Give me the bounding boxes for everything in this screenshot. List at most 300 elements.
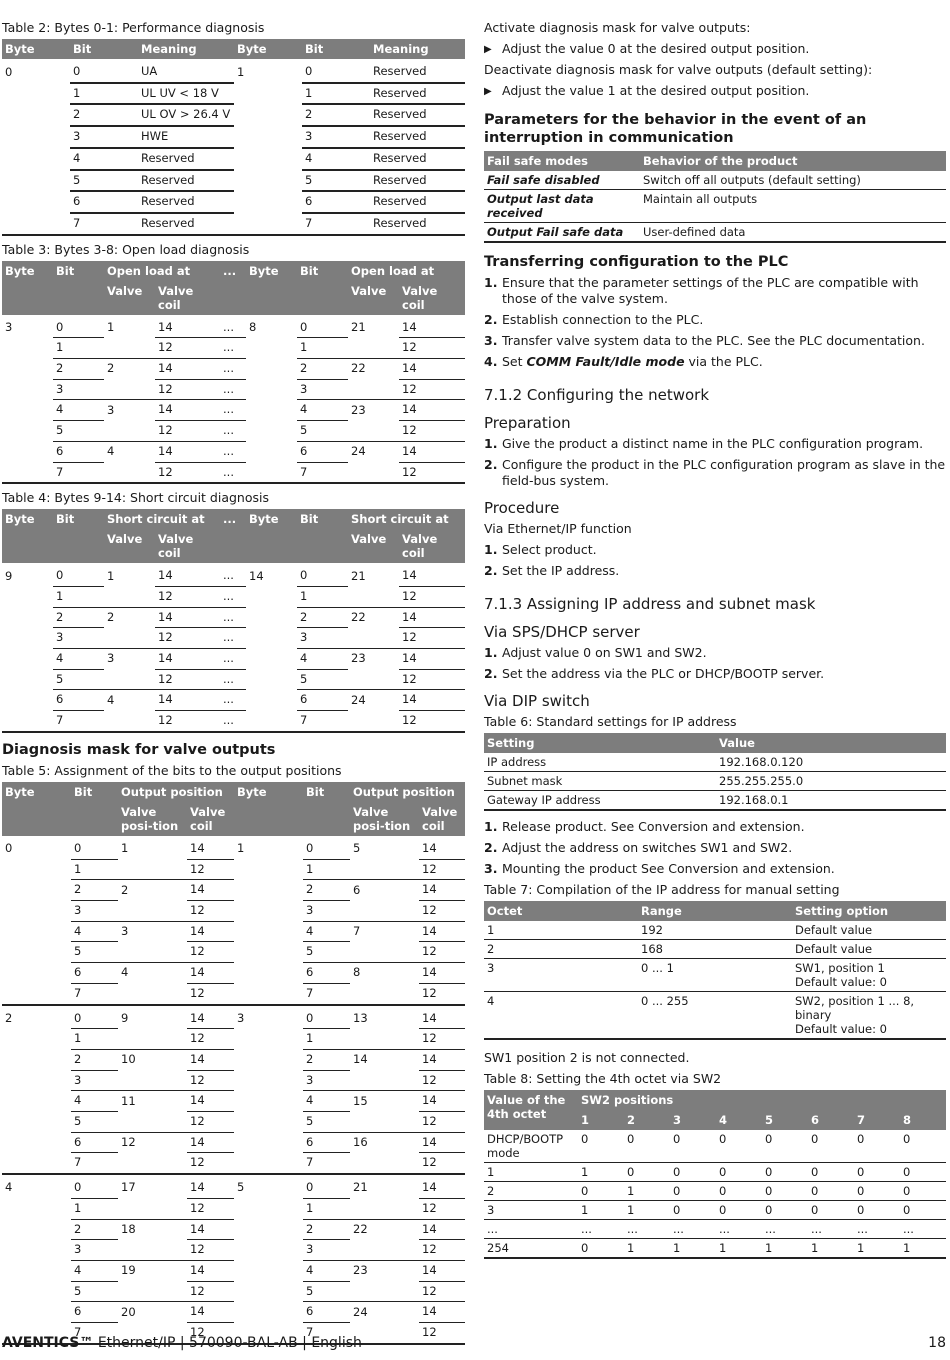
byte-cell [2,1219,71,1240]
left-column [2,20,465,1345]
header-byte: Byte [234,39,302,59]
bit-cell: 2 [71,1049,118,1070]
bit-cell: 3 [303,900,350,921]
byte-cell: 14 [249,568,264,583]
header-ellipsis: ... [220,261,246,281]
bit-cell: 3 [53,379,104,400]
byte-cell [2,1029,71,1050]
table-row [2,1132,465,1153]
table-row [484,753,946,772]
bit-cell: 2 [297,607,348,628]
table-row [2,148,465,170]
valve-coil-cell: 14 [155,690,220,711]
list-item [484,563,946,579]
header-bit: Bit [302,39,370,59]
byte-cell [246,711,297,732]
bit-cell: 6 [53,441,104,462]
meaning-cell: Reserved [370,126,465,148]
table-row [2,942,465,963]
table-row [2,1219,465,1240]
bit-cell: 0 [303,836,350,859]
header-bit: Bit [297,261,348,281]
table-header-row [2,261,465,281]
table-row [2,649,465,670]
list-item [484,436,946,452]
valve-cell [104,421,155,442]
byte-cell: 9 [5,568,13,583]
byte-cell: 0 [5,841,13,856]
step-text: Configure the product in the PLC configuration program as slave in the field-bus system. [502,457,946,488]
table-row [2,315,465,338]
byte-cell [234,126,302,148]
header-byte: Byte [2,261,53,281]
bit-cell: 5 [297,669,348,690]
meaning-cell: Reserved [370,170,465,192]
header-ellipsis: ... [220,509,246,529]
valve-coil-cell: 14 [399,441,465,462]
byte-cell [2,1302,71,1323]
table-2-caption: Table 2: Bytes 0-1: Performance diagnosis [2,20,265,35]
ellipsis-cell: ... [220,462,246,483]
valve-coil-cell: 14 [419,921,465,942]
bit-cell: 0 [53,563,104,586]
switch-cell: ... [762,1220,808,1239]
byte-cell [2,983,71,1004]
bit-cell: 2 [303,1049,350,1070]
valve-coil-cell: 14 [187,1132,234,1153]
header-open-load-at: Open load at [348,261,465,281]
bit-cell: 7 [303,1323,350,1344]
byte-cell [2,921,71,942]
valve-coil-cell: 12 [187,1240,234,1261]
header-meaning: Meaning [370,39,465,59]
valve-coil-cell: 12 [419,1240,465,1261]
switch-cell: 0 [716,1130,762,1163]
section-7-1-3-heading: 7.1.3 Assigning IP address and subnet mask [484,595,816,613]
valve-coil-cell: 14 [187,880,234,901]
octet-cell: 4 [484,992,638,1040]
valve-coil-cell: 14 [187,1260,234,1281]
valve-cell: 1 [107,568,115,583]
step-number: 2. [484,312,498,327]
valve-coil-cell: 12 [155,669,220,690]
table-7-caption: Table 7: Compilation of the IP address for manual setting [484,882,840,897]
byte-cell [2,1260,71,1281]
step-text: Transfer valve system data to the PLC. See the PLC documentation. [502,333,925,348]
bit-cell: 3 [297,628,348,649]
table-row [484,940,946,959]
valve-coil-cell: 12 [155,379,220,400]
valve-coil-cell: 14 [419,1302,465,1323]
valve-position-cell: 23 [353,1263,368,1278]
byte-cell [2,1153,71,1174]
table-row [2,1174,465,1198]
byte-cell [2,942,71,963]
bit-cell: 7 [297,711,348,732]
table-3-caption: Table 3: Bytes 3-8: Open load diagnosis [2,241,250,257]
table-row [2,607,465,628]
list-item [484,333,946,349]
valve-position-cell: 1 [121,841,129,856]
switch-cell: 1 [624,1239,670,1259]
byte-cell [2,338,53,359]
valve-coil-cell: 12 [419,1281,465,1302]
table-header-row [2,39,465,59]
bit-cell: 3 [297,379,348,400]
table-row [2,563,465,586]
bit-cell: 1 [302,83,370,105]
valve-position-cell: 17 [121,1180,136,1195]
table-row [484,1239,946,1259]
byte-cell [234,963,303,984]
octet-value-cell: 3 [484,1201,578,1220]
table-short-circuit-diagnosis [2,509,465,733]
valve-position-cell [118,1281,187,1302]
valve-coil-cell: 14 [419,1049,465,1070]
valve-coil-cell: 14 [399,563,465,586]
byte-cell [2,690,53,711]
valve-coil-cell: 14 [399,649,465,670]
step-number: 1. [484,275,498,290]
switch-cell: 0 [900,1201,946,1220]
header-output-position: Output position [118,782,234,802]
valve-position-cell: 22 [353,1221,368,1236]
range-cell: 168 [638,940,792,959]
table-header-row [484,901,946,921]
byte-cell [2,421,53,442]
setting-option-cell [792,940,946,959]
bit-cell: 1 [297,586,348,607]
header-position: 2 [624,1110,670,1130]
valve-position-cell [350,1240,419,1261]
bit-cell: 6 [303,1132,350,1153]
step-number: 1. [484,819,498,834]
table-row [2,586,465,607]
byte-cell [234,148,302,170]
switch-cell: 0 [854,1182,900,1201]
valve-position-cell [350,1029,419,1050]
switch-cell: 0 [762,1130,808,1163]
ellipsis-cell: ... [220,669,246,690]
byte-cell [246,400,297,421]
bit-cell: 4 [71,1091,118,1112]
valve-position-cell [350,1281,419,1302]
valve-position-cell: 5 [353,841,361,856]
byte-cell [2,462,53,483]
table-row [484,921,946,940]
header-position: 7 [854,1110,900,1130]
byte-cell [2,379,53,400]
setting-option-line: Default value [795,942,873,956]
ellipsis-cell: ... [220,690,246,711]
bit-cell: 4 [71,1260,118,1281]
valve-cell: 3 [107,651,115,666]
deactivate-mask-text: Deactivate diagnosis mask for valve outputs (default setting): [484,62,873,77]
byte-cell [2,170,70,192]
header-byte: Byte [2,39,70,59]
header-position: 5 [762,1110,808,1130]
setting-cell: IP address [484,753,716,772]
valve-coil-cell: 14 [419,1091,465,1112]
header-byte: Byte [2,782,71,802]
bit-cell: 4 [297,649,348,670]
step-text: Adjust value 0 on SW1 and SW2. [502,645,707,660]
valve-position-cell [118,983,187,1004]
valve-coil-cell: 12 [187,1112,234,1133]
byte-cell: 1 [237,841,245,856]
switch-cell: 0 [762,1163,808,1182]
switch-cell: 1 [900,1239,946,1259]
table-row [2,983,465,1004]
setting-option-line: SW1, position 1 [795,961,885,975]
valve-coil-cell: 12 [187,859,234,880]
valve-cell [348,711,399,732]
meaning-cell: UA [138,59,234,83]
step-number: 1. [484,645,498,660]
byte-cell [2,1198,71,1219]
byte-cell [234,1281,303,1302]
bit-cell: 7 [303,1153,350,1174]
byte-cell [234,170,302,192]
value-cell: 192.168.0.1 [716,791,946,811]
valve-cell: 24 [351,444,366,459]
subheader-valve-coil: Valve coil [155,281,220,315]
table-row [2,421,465,442]
bit-cell: 2 [70,104,138,126]
table-row [2,628,465,649]
valve-cell [104,669,155,690]
valve-cell [348,586,399,607]
bit-cell: 1 [71,1198,118,1219]
valve-position-cell: 2 [121,882,129,897]
switch-cell: 0 [900,1163,946,1182]
step-number: 2. [484,840,498,855]
value-cell: 255.255.255.0 [716,772,946,791]
table-row [484,959,946,992]
valve-cell: 1 [107,319,115,334]
meaning-cell: Reserved [138,170,234,192]
switch-cell: 0 [670,1201,716,1220]
table-row [484,171,946,190]
default-value-line: Default value: 0 [795,1022,887,1036]
list-item [484,275,946,307]
brand-logo: AVENTICS™ [2,1335,94,1351]
valve-coil-cell: 14 [399,690,465,711]
bit-cell: 1 [71,1029,118,1050]
byte-cell [246,586,297,607]
setting-cell: Subnet mask [484,772,716,791]
bit-cell: 7 [302,213,370,235]
bit-cell: 5 [71,1281,118,1302]
byte-cell [2,963,71,984]
valve-coil-cell: 14 [419,880,465,901]
valve-position-cell [118,1029,187,1050]
table-row [2,1049,465,1070]
byte-cell [234,900,303,921]
valve-position-cell: 3 [121,923,129,938]
valve-coil-cell: 12 [419,983,465,1004]
subheader-valve-coil: Valve coil [187,802,234,836]
byte-cell [246,359,297,380]
byte-cell [234,1132,303,1153]
valve-coil-cell: 12 [155,338,220,359]
bit-cell: 3 [53,628,104,649]
table-row [2,1198,465,1219]
bit-cell: 6 [303,1302,350,1323]
octet-cell: 3 [484,959,638,992]
ellipsis-cell: ... [220,400,246,421]
byte-cell [2,880,71,901]
valve-position-cell: 15 [353,1093,368,1108]
valve-cell: 4 [107,692,115,707]
valve-cell: 3 [107,402,115,417]
table-sw2-positions [484,1090,946,1259]
switch-cell: 0 [900,1130,946,1163]
header-short-circuit-at: Short circuit at [104,509,220,529]
byte-cell [234,1219,303,1240]
switch-cell: 1 [624,1182,670,1201]
header-bit: Bit [70,39,138,59]
valve-coil-cell: 14 [155,359,220,380]
step-text: Set the IP address. [502,563,620,578]
table-row [2,359,465,380]
step-number: 2. [484,457,498,472]
meaning-cell: UL OV > 26.4 V [138,104,234,126]
valve-cell [104,628,155,649]
byte-cell [2,1281,71,1302]
valve-position-cell: 6 [353,882,361,897]
switch-cell: ... [578,1220,624,1239]
valve-coil-cell: 12 [419,942,465,963]
bit-cell: 0 [297,563,348,586]
valve-coil-cell: 12 [187,1323,234,1344]
valve-coil-cell: 14 [419,963,465,984]
table-row [2,83,465,105]
switch-cell: ... [670,1220,716,1239]
bit-cell: 6 [297,690,348,711]
valve-coil-cell: 12 [419,1112,465,1133]
valve-coil-cell: 12 [187,1198,234,1219]
valve-coil-cell: 14 [419,836,465,859]
bit-cell: 7 [303,983,350,1004]
valve-cell [348,421,399,442]
valve-position-cell [118,1153,187,1174]
valve-cell: 4 [107,444,115,459]
byte-cell: 3 [237,1010,245,1025]
header-byte: Byte [246,261,297,281]
valve-cell [348,338,399,359]
valve-coil-cell: 12 [399,338,465,359]
octet-value-cell: ... [484,1220,578,1239]
byte-cell [2,400,53,421]
table-row [2,690,465,711]
table-row [2,191,465,213]
switch-cell: 0 [900,1182,946,1201]
subheader-valve-position: Valve posi-tion [118,802,187,836]
table-row [2,1091,465,1112]
valve-coil-cell: 12 [155,711,220,732]
valve-coil-cell: 12 [399,628,465,649]
valve-coil-cell: 14 [187,1219,234,1240]
bit-cell: 3 [71,900,118,921]
valve-position-cell: 20 [121,1304,136,1319]
bit-cell: 0 [303,1005,350,1029]
subheader-valve: Valve [104,529,155,563]
bit-cell: 3 [302,126,370,148]
bit-cell: 4 [53,400,104,421]
byte-cell [234,83,302,105]
table-row [484,1163,946,1182]
valve-coil-cell: 14 [399,359,465,380]
procedure-subheading: Via Ethernet/IP function [484,521,632,536]
byte-cell: 8 [249,319,257,334]
switch-cell: 0 [808,1201,854,1220]
subheader-valve: Valve [348,529,399,563]
bit-cell: 6 [53,690,104,711]
ellipsis-cell: ... [220,607,246,628]
table-ip-compilation [484,901,946,1040]
valve-coil-cell: 12 [187,1153,234,1174]
table-row [2,104,465,126]
table-row [2,836,465,859]
table-row [2,1112,465,1133]
bit-cell: 2 [303,880,350,901]
byte-cell [234,191,302,213]
valve-coil-cell: 14 [187,1091,234,1112]
valve-coil-cell: 12 [155,421,220,442]
valve-cell: 2 [107,609,115,624]
ellipsis-cell: ... [220,338,246,359]
step-text: Select product. [502,542,597,557]
valve-position-cell [350,859,419,880]
valve-coil-cell: 14 [187,1049,234,1070]
table-8-caption: Table 8: Setting the 4th octet via SW2 [484,1071,722,1086]
table-row [2,1005,465,1029]
bit-cell: 5 [53,421,104,442]
subheader-valve: Valve [348,281,399,315]
bit-cell: 7 [53,462,104,483]
table-performance-diagnosis [2,39,465,236]
valve-coil-cell: 14 [155,315,220,338]
header-position: 8 [900,1110,946,1130]
valve-position-cell: 7 [353,923,361,938]
table-row [2,170,465,192]
table-row [2,1302,465,1323]
bit-cell: 7 [53,711,104,732]
byte-cell [246,441,297,462]
transfer-heading: Transferring configuration to the PLC [484,254,789,270]
header-sw2-positions: SW2 positions [578,1090,946,1110]
byte-cell: 1 [237,64,245,79]
table-row [484,1130,946,1163]
bit-cell: 0 [71,1174,118,1198]
step-number: 2. [484,666,498,681]
byte-cell [2,669,53,690]
step-text: Give the product a distinct name in the PLC configuration program. [502,436,924,451]
setting-option-line: Default value [795,923,873,937]
table-row [2,880,465,901]
switch-cell: 0 [716,1182,762,1201]
valve-coil-cell: 14 [187,1302,234,1323]
step-number: 2. [484,563,498,578]
header-meaning: Meaning [138,39,234,59]
ellipsis-cell: ... [220,441,246,462]
valve-position-cell: 8 [353,965,361,980]
list-item [484,819,946,835]
value-cell: 192.168.0.120 [716,753,946,772]
valve-cell [104,711,155,732]
header-setting: Setting [484,733,716,753]
